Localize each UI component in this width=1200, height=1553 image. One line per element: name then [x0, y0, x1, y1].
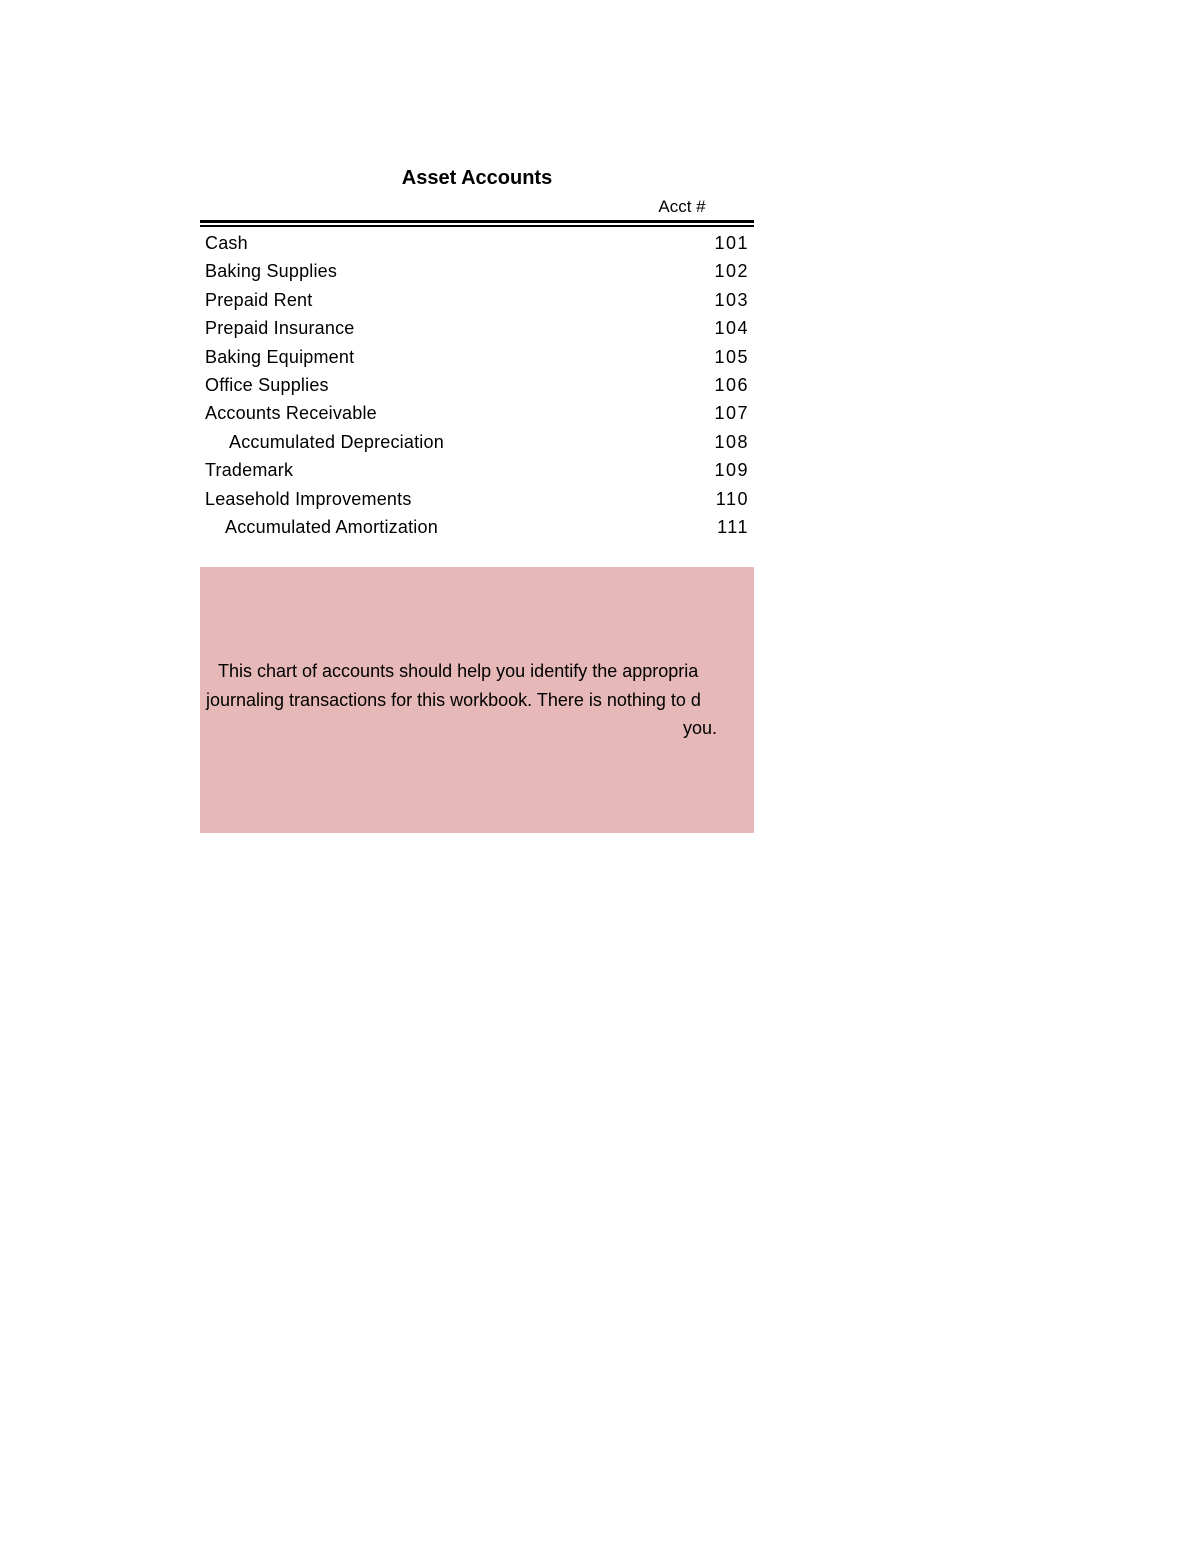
column-header-row	[200, 194, 754, 220]
account-number: 111	[717, 516, 749, 537]
account-number: 102	[714, 261, 749, 282]
account-number: 109	[714, 460, 749, 481]
account-number: 108	[714, 431, 749, 452]
account-name: Baking Equipment	[205, 346, 355, 367]
account-number: 110	[715, 488, 749, 509]
table-row	[200, 456, 754, 484]
account-number: 107	[714, 403, 749, 424]
acct-number-header: Acct #	[658, 197, 706, 216]
note-line-1: This chart of accounts should help you identify the appropria	[218, 661, 699, 681]
account-number: 105	[714, 346, 749, 367]
account-name: Prepaid Insurance	[205, 318, 355, 339]
table-row	[200, 428, 754, 456]
table-row	[200, 314, 754, 342]
note-line-3: you.	[683, 718, 718, 738]
table-row	[200, 371, 754, 399]
account-name: Accounts Receivable	[205, 403, 377, 424]
account-number: 106	[714, 374, 749, 395]
note-line-2: journaling transactions for this workbook. There is nothing to d	[206, 689, 701, 710]
table-row	[200, 513, 754, 541]
account-number: 104	[714, 318, 749, 339]
account-name: Prepaid Rent	[205, 289, 313, 310]
table-row	[200, 286, 754, 314]
instruction-note-box	[200, 567, 754, 833]
account-rows	[200, 229, 754, 541]
account-number: 103	[714, 289, 749, 310]
account-name: Office Supplies	[205, 374, 329, 395]
account-name: Baking Supplies	[205, 261, 338, 282]
table-row	[200, 257, 754, 285]
account-number: 101	[714, 233, 749, 253]
account-name: Trademark	[205, 460, 294, 481]
account-name: Accumulated Depreciation	[229, 431, 444, 452]
asset-accounts-table	[200, 162, 754, 541]
table-row	[200, 229, 754, 257]
account-name: Leasehold Improvements	[205, 488, 412, 509]
double-underline-divider	[200, 220, 754, 227]
account-name: Accumulated Amortization	[225, 516, 438, 537]
table-row	[200, 485, 754, 513]
account-name: Cash	[205, 233, 248, 253]
table-title: Asset Accounts	[401, 167, 553, 189]
table-row	[200, 343, 754, 371]
table-row	[200, 399, 754, 427]
